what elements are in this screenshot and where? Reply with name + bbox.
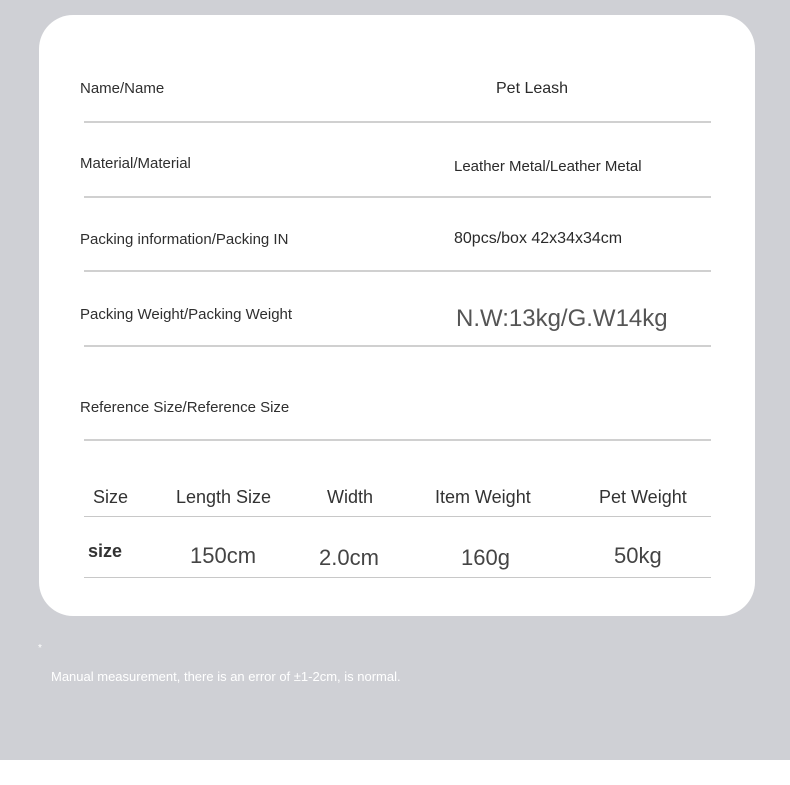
- divider: [84, 196, 711, 198]
- table-cell-length: 150cm: [190, 543, 257, 568]
- bottom-strip: [0, 760, 790, 785]
- table-cell-item-weight: 160g: [461, 545, 510, 570]
- packing-info-value: 80pcs/box 42x34x34cm: [454, 230, 623, 247]
- packing-weight-label: Packing Weight/Packing Weight: [80, 306, 293, 323]
- name-value: Pet Leash: [496, 80, 569, 97]
- divider: [84, 439, 711, 441]
- reference-size-title: Reference Size/Reference Size: [80, 399, 290, 416]
- packing-info-label: Packing information/Packing IN: [80, 231, 289, 248]
- table-header-size: Size: [93, 487, 129, 507]
- divider: [84, 121, 711, 123]
- note-star: *: [38, 643, 42, 654]
- measurement-note: Manual measurement, there is an error of ±1-2cm, is normal.: [51, 669, 401, 684]
- table-cell-width: 2.0cm: [319, 545, 379, 570]
- table-header-line: [84, 516, 711, 517]
- divider: [84, 345, 711, 347]
- table-row-line: [84, 577, 711, 578]
- material-value: Leather Metal/Leather Metal: [454, 158, 642, 175]
- divider: [84, 270, 711, 272]
- packing-weight-value: N.W:13kg/G.W14kg: [456, 305, 668, 332]
- name-label: Name/Name: [80, 80, 165, 97]
- table-header-length: Length Size: [176, 487, 272, 507]
- table-header-width: Width: [327, 487, 374, 507]
- table-cell-pet-weight: 50kg: [614, 543, 662, 568]
- table-header-pet-weight: Pet Weight: [599, 487, 687, 507]
- table-header-item-weight: Item Weight: [435, 487, 531, 507]
- table-cell-size: size: [88, 541, 123, 561]
- material-label: Material/Material: [80, 155, 191, 172]
